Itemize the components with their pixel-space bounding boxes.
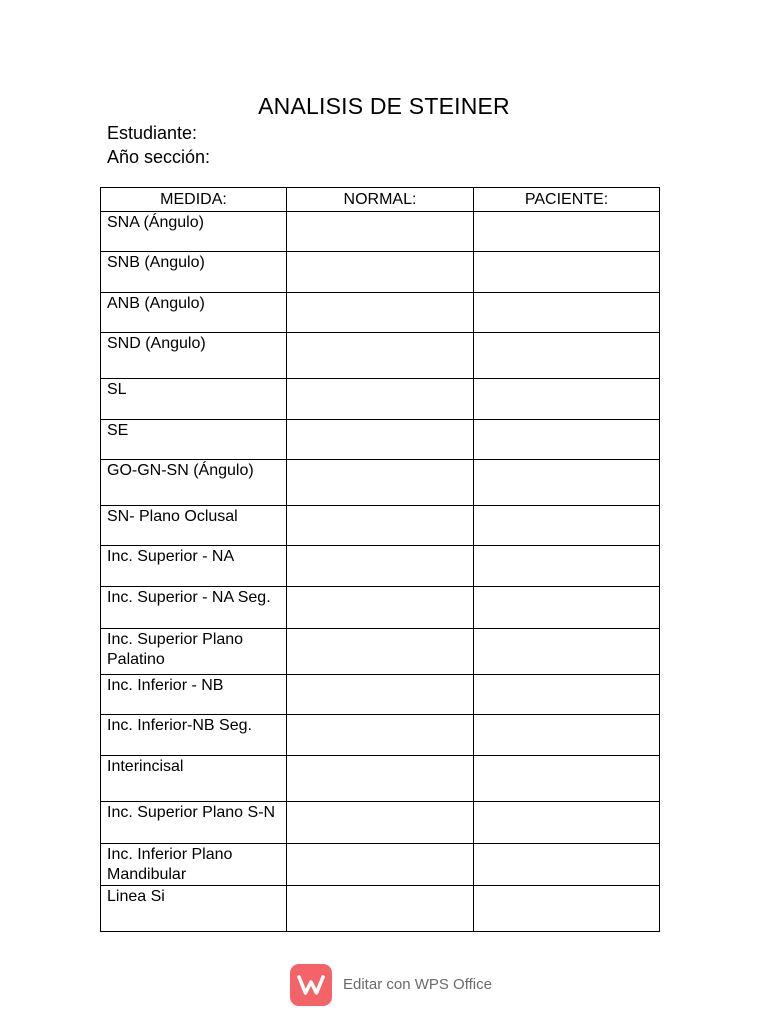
header-medida: MEDIDA: (101, 188, 287, 212)
medida-cell: SND (Angulo) (101, 333, 287, 379)
table-row (101, 715, 660, 756)
normal-cell[interactable] (287, 293, 474, 333)
normal-cell[interactable] (287, 886, 474, 932)
paciente-cell[interactable] (474, 252, 660, 293)
medida-cell: Inc. Superior - NA Seg. (101, 587, 287, 629)
paciente-cell[interactable] (474, 756, 660, 802)
normal-cell[interactable] (287, 333, 474, 379)
paciente-cell[interactable] (474, 629, 660, 675)
normal-cell[interactable] (287, 675, 474, 715)
normal-cell[interactable] (287, 506, 474, 546)
paciente-cell[interactable] (474, 333, 660, 379)
medida-cell: Inc. Superior Plano Palatino (101, 629, 287, 675)
normal-cell[interactable] (287, 546, 474, 587)
medida-cell: SL (101, 379, 287, 420)
header-normal: NORMAL: (287, 188, 474, 212)
medida-cell: SNB (Angulo) (101, 252, 287, 293)
table-row (101, 629, 660, 675)
paciente-cell[interactable] (474, 506, 660, 546)
medida-cell: SN- Plano Oclusal (101, 506, 287, 546)
paciente-cell[interactable] (474, 587, 660, 629)
student-field-label: Estudiante: (107, 123, 198, 143)
table-row (101, 506, 660, 546)
edit-with-wps-button[interactable] (290, 964, 510, 1008)
header-paciente: PACIENTE: (474, 188, 660, 212)
table-row (101, 333, 660, 379)
normal-cell[interactable] (287, 252, 474, 293)
normal-cell[interactable] (287, 629, 474, 675)
medida-cell: Inc. Inferior - NB (101, 675, 287, 715)
paciente-cell[interactable] (474, 379, 660, 420)
normal-cell[interactable] (287, 802, 474, 844)
normal-cell[interactable] (287, 756, 474, 802)
medida-cell: Inc. Inferior-NB Seg. (101, 715, 287, 756)
table-row (101, 379, 660, 420)
table-row (101, 844, 660, 886)
table-row (101, 420, 660, 460)
page-title: ANALISIS DE STEINER (258, 93, 510, 119)
medida-cell: Inc. Superior - NA (101, 546, 287, 587)
medida-cell: Interincisal (101, 756, 287, 802)
normal-cell[interactable] (287, 420, 474, 460)
paciente-cell[interactable] (474, 460, 660, 506)
normal-cell[interactable] (287, 844, 474, 886)
medida-cell: Inc. Inferior Plano Mandibular (101, 844, 287, 886)
paciente-cell[interactable] (474, 844, 660, 886)
table-header-row (101, 188, 660, 212)
paciente-cell[interactable] (474, 715, 660, 756)
normal-cell[interactable] (287, 587, 474, 629)
normal-cell[interactable] (287, 212, 474, 252)
medida-cell: Inc. Superior Plano S-N (101, 802, 287, 844)
medida-cell: SE (101, 420, 287, 460)
table-row (101, 293, 660, 333)
year-section-field-label: Año sección: (107, 147, 211, 167)
normal-cell[interactable] (287, 460, 474, 506)
table-row (101, 886, 660, 932)
paciente-cell[interactable] (474, 675, 660, 715)
normal-cell[interactable] (287, 379, 474, 420)
steiner-table (100, 187, 660, 932)
table-row (101, 802, 660, 844)
normal-cell[interactable] (287, 715, 474, 756)
paciente-cell[interactable] (474, 293, 660, 333)
table-row (101, 460, 660, 506)
medida-cell: ANB (Angulo) (101, 293, 287, 333)
paciente-cell[interactable] (474, 546, 660, 587)
wps-office-icon (290, 964, 332, 1006)
paciente-cell[interactable] (474, 420, 660, 460)
table-row (101, 252, 660, 293)
table-row (101, 675, 660, 715)
table-row (101, 212, 660, 252)
medida-cell: GO-GN-SN (Ángulo) (101, 460, 287, 506)
table-row (101, 756, 660, 802)
medida-cell: SNA (Ángulo) (101, 212, 287, 252)
paciente-cell[interactable] (474, 212, 660, 252)
paciente-cell[interactable] (474, 886, 660, 932)
wps-label: Editar con WPS Office (343, 976, 492, 993)
medida-cell: Linea Si (101, 886, 287, 932)
table-row (101, 587, 660, 629)
paciente-cell[interactable] (474, 802, 660, 844)
table-row (101, 546, 660, 587)
